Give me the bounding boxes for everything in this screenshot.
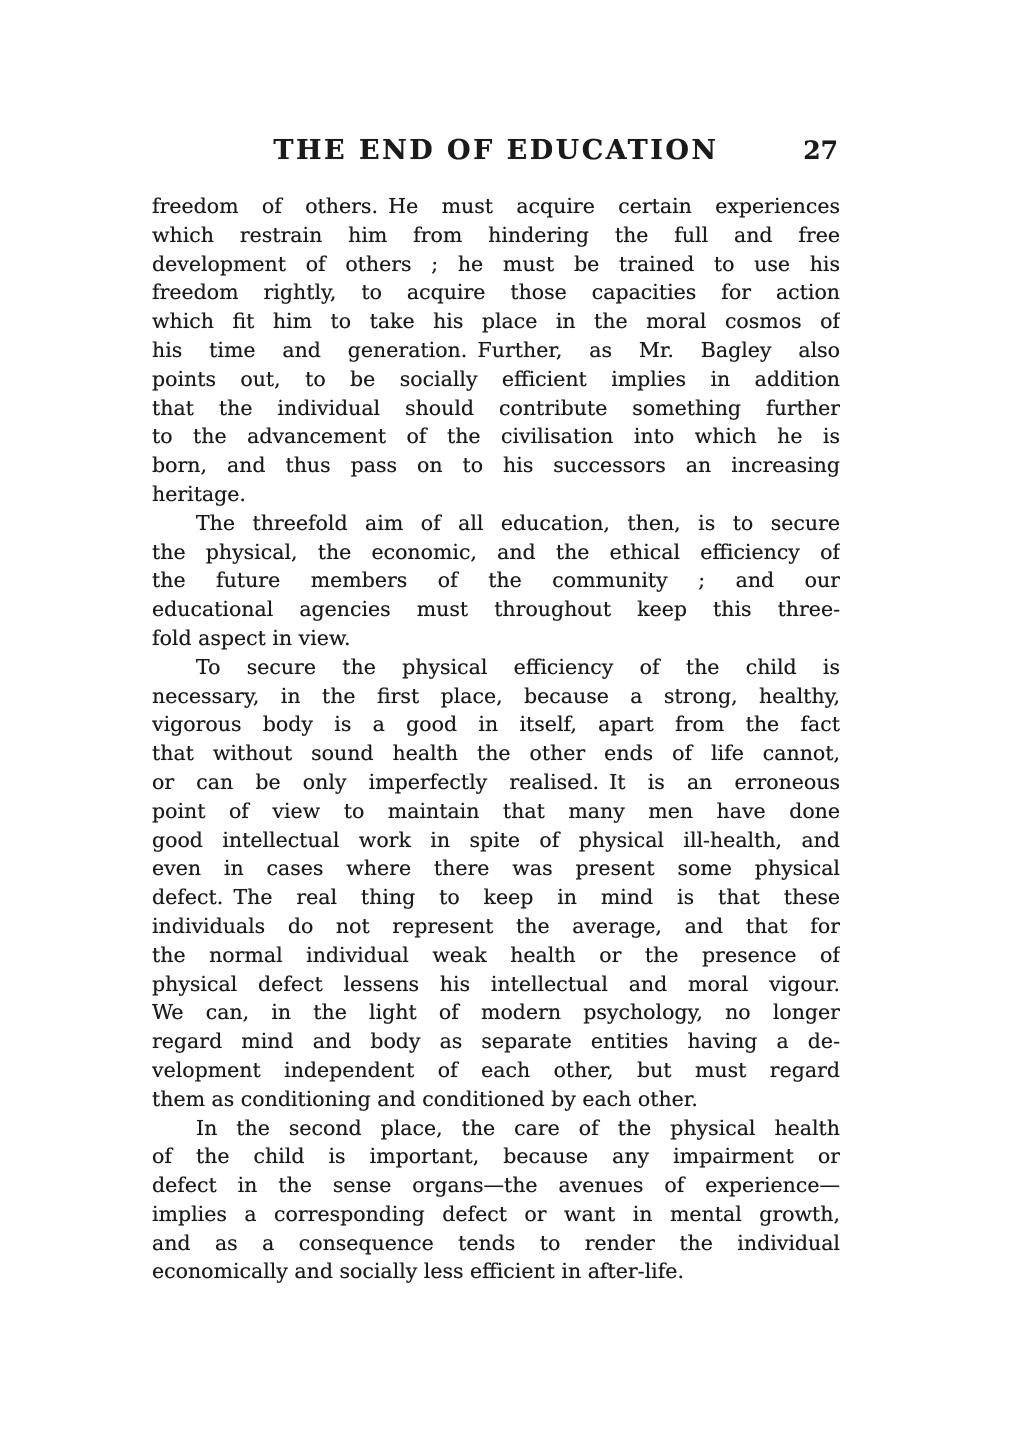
text-line: individuals do not represent the average, and that for [152, 913, 840, 938]
text-line: vigorous body is a good in itself, apart from the fact [152, 712, 840, 737]
text-line: economically and socially less efficient in after-life. [152, 1259, 684, 1284]
paragraph [152, 192, 840, 509]
text-line: implies a corresponding defect or want in mental growth, [152, 1201, 840, 1226]
text-line: The threefold aim of all education, then, is to secure [196, 510, 840, 535]
text-line: point of view to maintain that many men have done [152, 798, 840, 823]
text-line: that without sound health the other ends of life cannot, [152, 741, 840, 766]
paragraph [152, 1114, 840, 1287]
text-line: or can be only imperfectly realised. It is an erroneous [152, 769, 840, 794]
text-line: defect in the sense organs—the avenues of experience— [152, 1173, 840, 1198]
text-line: defect. The real thing to keep in mind is that these [152, 885, 840, 910]
text-line: even in cases where there was present some physical [152, 856, 840, 881]
text-line: which restrain him from hindering the full and free [152, 222, 840, 247]
text-line: them as conditioning and conditioned by each other. [152, 1086, 698, 1111]
text-line: fold aspect in view. [152, 625, 351, 650]
page-number: 27 [803, 136, 838, 165]
paragraph [152, 653, 840, 1114]
text-line: born, and thus pass on to his successors an increasing [152, 453, 840, 478]
text-line: which fit him to take his place in the moral cosmos of [152, 309, 840, 334]
text-line: and as a consequence tends to render the individual [152, 1230, 840, 1255]
text-line: freedom of others. He must acquire certain experiences [152, 194, 840, 218]
text-line: To secure the physical efficiency of the child is [196, 654, 840, 679]
text-line: the physical, the economic, and the ethical efficiency of [152, 539, 840, 564]
text-line: necessary, in the first place, because a strong, healthy, [152, 683, 840, 708]
paragraph [152, 509, 840, 653]
text-line: good intellectual work in spite of physical ill-health, and [152, 827, 840, 852]
text-line: We can, in the light of modern psychology, no longer [152, 1000, 840, 1025]
page-title: THE END OF EDUCATION [273, 135, 719, 166]
text-line: educational agencies must throughout keep this three- [152, 597, 840, 622]
text-line: physical defect lessens his intellectual and moral vigour. [152, 971, 840, 996]
text-line: In the second place, the care of the physical health [196, 1115, 840, 1140]
text-block [152, 134, 840, 1286]
text-line: of the child is important, because any impairment or [152, 1144, 840, 1169]
text-line: freedom rightly, to acquire those capacities for action [152, 280, 840, 305]
text-line: regard mind and body as separate entities having a de- [152, 1029, 840, 1054]
text-line: to the advancement of the civilisation into which he is [152, 424, 840, 449]
text-body [152, 192, 840, 1286]
text-line: the normal individual weak health or the presence of [152, 942, 840, 967]
running-header [152, 134, 840, 168]
text-line: points out, to be socially efficient implies in addition [152, 366, 840, 391]
text-line: heritage. [152, 481, 246, 506]
text-line: velopment independent of each other, but must regard [152, 1057, 840, 1082]
text-line: that the individual should contribute something further [152, 395, 840, 420]
text-line: his time and generation. Further, as Mr. Bagley also [152, 337, 840, 362]
text-line: development of others ; he must be trained to use his [152, 251, 840, 276]
text-line: the future members of the community ; and our [152, 568, 840, 593]
